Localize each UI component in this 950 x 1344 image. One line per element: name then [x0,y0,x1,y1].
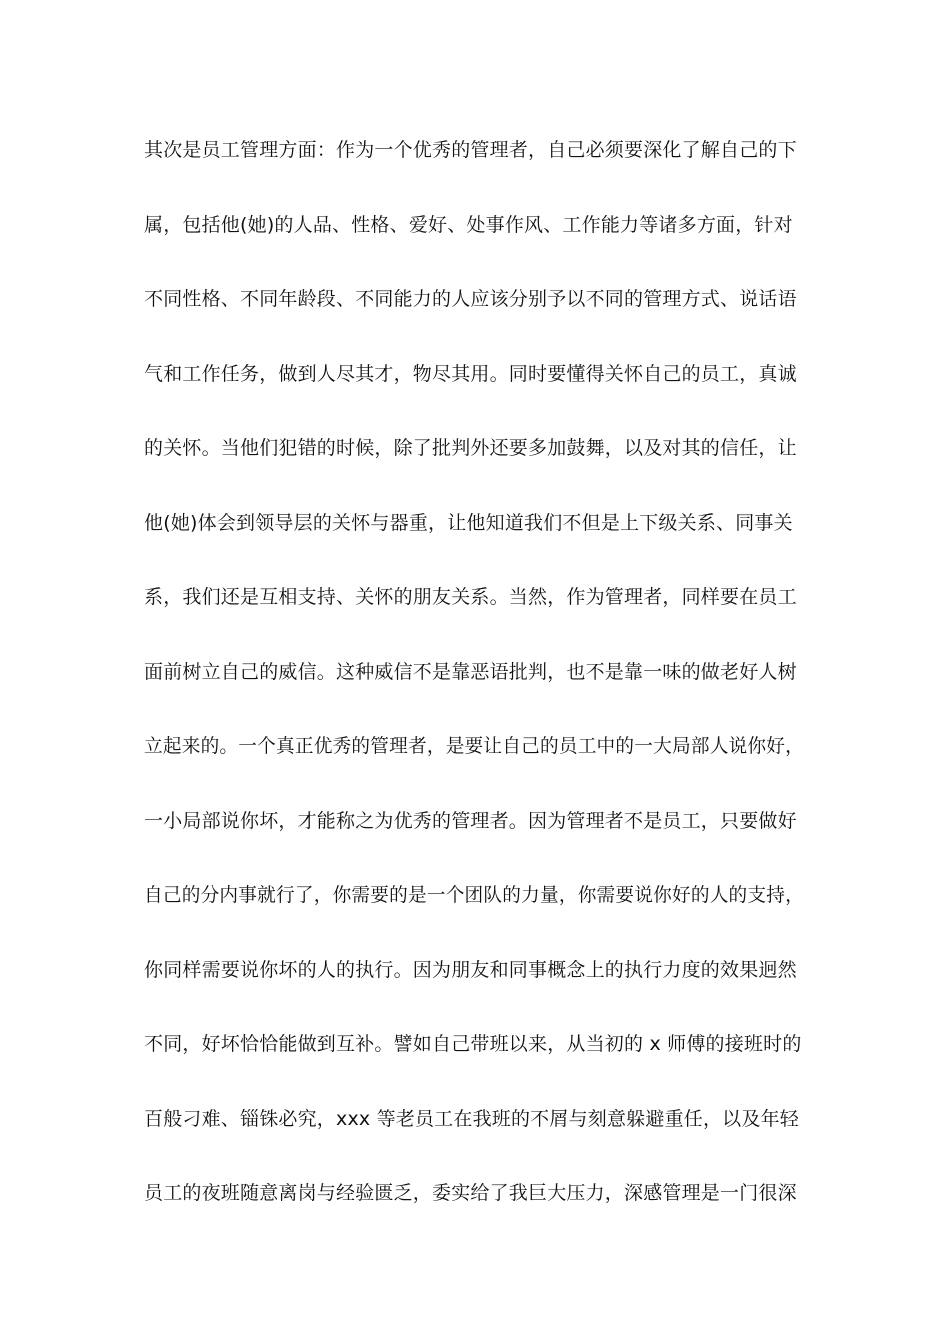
text-line: 不同性格、不同年龄段、不同能力的人应该分别予以不同的管理方式、说话语 [144,288,797,310]
text-line: 系，我们还是互相支持、关怀的朋友关系。当然，作为管理者，同样要在员工 [144,586,797,608]
text-line: 不同，好坏恰恰能做到互补。譬如自己带班以来，从当初的 x 师傅的接班时的 [144,1033,802,1055]
text-line: 气和工作任务，做到人尽其才，物尽其用。同时要懂得关怀自己的员工，真诚 [144,362,797,385]
text-line: 面前树立自己的威信。这种威信不是靠恶语批判，也不是靠一味的做老好人树 [144,660,797,683]
text-line: 其次是员工管理方面：作为一个优秀的管理者，自己必须要深化了解自己的下 [144,139,797,161]
text-line: 百般刁难、锱铢必究，xxx 等老员工在我班的不屑与刻意躲避重任，以及年轻 [144,1107,799,1130]
text-line: 的关怀。当他们犯错的时候，除了批判外还要多加鼓舞，以及对其的信任，让 [144,437,797,459]
text-line: 自己的分内事就行了，你需要的是一个团队的力量，你需要说你好的人的支持， [144,884,804,906]
text-line: 员工的夜班随意离岗与经验匮乏，委实给了我巨大压力，深感管理是一门很深 [144,1182,797,1204]
text-line: 你同样需要说你坏的人的执行。因为朋友和同事概念上的执行力度的效果迥然 [144,958,797,981]
text-line: 立起来的。一个真正优秀的管理者，是要让自己的员工中的一大局部人说你好， [144,735,804,757]
text-line: 属，包括他(她)的人品、性格、爱好、处事作风、工作能力等诸多方面，针对 [144,213,793,236]
text-line: 他(她)体会到领导层的关怀与器重，让他知道我们不但是上下级关系、同事关 [144,511,793,534]
text-line: 一小局部说你坏，才能称之为优秀的管理者。因为管理者不是员工，只要做好 [144,809,797,832]
body-text [144,132,804,1250]
